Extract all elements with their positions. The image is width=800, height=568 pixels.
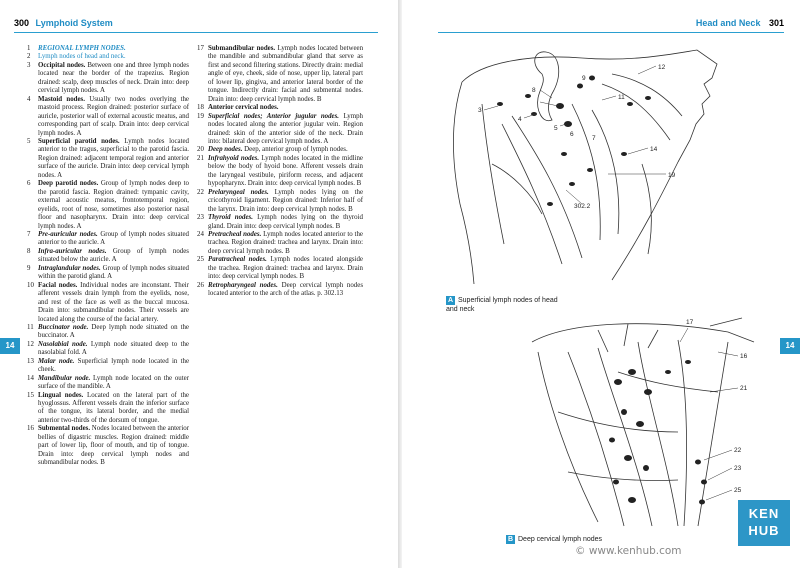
entry-text: Group of lymph nodes situated below the auricle. A bbox=[38, 247, 189, 264]
figure-a-label-5: 5 bbox=[554, 125, 558, 132]
entry-term: Buccinator node. bbox=[38, 323, 89, 331]
figure-a-label-14: 14 bbox=[650, 146, 658, 153]
chapter-thumb-tab-right: 14 bbox=[780, 338, 800, 354]
glossary-entry bbox=[197, 231, 363, 256]
entry-number: 5 bbox=[27, 137, 31, 145]
entry-number: 25 bbox=[197, 256, 204, 264]
left-section-title: Lymphoid System bbox=[35, 18, 113, 28]
figure-b-label-16: 16 bbox=[740, 353, 748, 360]
glossary-entry bbox=[197, 256, 363, 281]
figure-b-label-25: 25 bbox=[734, 487, 742, 494]
entry-number: 15 bbox=[27, 391, 34, 399]
entry-text: Lymph node situated deep to the nasolabial fold. A bbox=[38, 340, 189, 357]
entry-term: Lingual nodes. bbox=[38, 391, 84, 399]
entry-term: Mastoid nodes. bbox=[38, 95, 85, 103]
entry-text: Deep cervical lymph nodes located anterior to the arch of the atlas. p. 302.13 bbox=[208, 281, 363, 298]
entry-text: Deep lymph node situated on the buccinator. A bbox=[38, 323, 189, 340]
right-page-number: 301 bbox=[768, 18, 784, 28]
entry-term: REGIONAL LYMPH NODES. bbox=[38, 45, 126, 52]
glossary-entry bbox=[197, 104, 363, 112]
entry-number: 11 bbox=[27, 323, 34, 331]
figure-a-label-3: 3 bbox=[478, 107, 482, 114]
entry-number: 13 bbox=[27, 357, 34, 365]
glossary-entry bbox=[197, 189, 363, 214]
entry-number: 20 bbox=[197, 146, 204, 154]
entry-term: Thyroid nodes. bbox=[208, 214, 253, 222]
entry-number: 2 bbox=[27, 53, 31, 61]
glossary-entry bbox=[27, 265, 189, 282]
entry-term: Lymph nodes of head and neck. bbox=[38, 53, 126, 61]
glossary-entry bbox=[27, 375, 189, 392]
entry-text: Lymph nodes located alongside the trachea. Region drained: trachea and larynx. Drain into: deep cervical lymph nodes. B bbox=[208, 256, 363, 281]
glossary-entry bbox=[27, 425, 189, 467]
entry-term: Infra-auricular nodes. bbox=[38, 247, 107, 255]
figure-b-label-23: 23 bbox=[734, 465, 742, 472]
entry-number: 9 bbox=[27, 264, 31, 272]
glossary-entry bbox=[197, 45, 363, 104]
right-page-header bbox=[438, 18, 784, 33]
entry-term: Superficial parotid nodes. bbox=[38, 137, 120, 145]
figure-a-label-302-2: 302.2 bbox=[574, 203, 591, 210]
glossary-entry bbox=[27, 62, 189, 96]
entry-text: Deep, anterior group of lymph nodes. bbox=[242, 146, 348, 154]
figure-b-tag: B bbox=[507, 536, 514, 543]
figure-b-illustration bbox=[528, 312, 760, 534]
copyright-credit[interactable]: © www.kenhub.com bbox=[575, 545, 682, 557]
glossary-entry bbox=[197, 155, 363, 189]
figure-b-label-22: 22 bbox=[734, 447, 742, 454]
entry-term: Prelaryngeal nodes. bbox=[208, 188, 269, 196]
glossary-entry bbox=[27, 358, 189, 375]
entry-number: 10 bbox=[27, 281, 34, 289]
entry-number: 14 bbox=[27, 374, 34, 382]
entry-number: 17 bbox=[197, 45, 204, 52]
kenhub-logo-line1: KEN bbox=[748, 506, 780, 521]
entry-term: Deep parotid nodes. bbox=[38, 180, 99, 188]
entry-number: 19 bbox=[197, 112, 204, 120]
figure-a-label-12: 12 bbox=[658, 64, 666, 71]
entry-number: 7 bbox=[27, 230, 31, 238]
entry-number: 18 bbox=[197, 104, 204, 112]
entry-term: Nasolabial node. bbox=[38, 340, 88, 348]
figure-a-label-6: 6 bbox=[570, 131, 574, 138]
glossary-entry bbox=[27, 248, 189, 265]
figure-a-tag: A bbox=[447, 297, 454, 304]
entry-term: Superficial nodes; Anterior jugular nodes. bbox=[208, 112, 340, 120]
entry-text: Lymph nodes lying on the cricothyroid ligament. Region drained: Inferior half of the larynx. Drain into: deep cervical lymph nodes. B bbox=[208, 188, 363, 213]
glossary-entry bbox=[27, 282, 189, 324]
entry-text: Lymph nodes lying on the thyroid gland. Drain into: deep cervical lymph nodes. B bbox=[208, 214, 363, 230]
text-column-1 bbox=[27, 45, 189, 468]
entry-text: Group of lymph nodes deep to the parotid fascia. Region drained: tympanic cavity, external acoustic meatus, frontotemporal region, eyelids, root of nose, sometimes also posterior nasal floor and nasopharynx. Drain into: deep cervical lymph nodes. A bbox=[38, 180, 189, 230]
text-column-2 bbox=[197, 45, 363, 299]
glossary-entry bbox=[197, 113, 363, 147]
glossary-entry bbox=[27, 231, 189, 248]
chapter-thumb-tab-left: 14 bbox=[0, 338, 20, 354]
entry-text: Group of lymph nodes situated within the parotid gland. A bbox=[38, 264, 189, 281]
figure-a-label-11: 11 bbox=[618, 94, 625, 101]
glossary-entry bbox=[27, 392, 189, 426]
entry-text: Group of lymph nodes situated anterior to the auricle. A bbox=[38, 230, 189, 247]
left-page-number: 300 bbox=[14, 18, 30, 28]
left-page bbox=[0, 0, 398, 568]
figure-a-label-7: 7 bbox=[592, 135, 596, 142]
entry-text: Individual nodes are inconstant. Their afferent vessels drain lymph from the eyelids, nose, and rest of the face as well as the buccal mucosa. Drain into: submandibular nodes. Their vessels are located along the course of the facial artery. bbox=[38, 281, 189, 323]
figure-b-caption-text: Deep cervical lymph nodes bbox=[518, 536, 603, 543]
entry-term: Pre-auricular nodes. bbox=[38, 230, 98, 238]
figure-a-illustration bbox=[442, 44, 742, 294]
figure-a-label-9: 9 bbox=[582, 75, 586, 82]
left-page-header bbox=[14, 18, 378, 33]
entry-number: 16 bbox=[27, 425, 34, 433]
entry-term: Mandibular node. bbox=[38, 374, 91, 382]
figure-a-caption-text: Superficial lymph nodes of head and neck bbox=[446, 297, 558, 313]
figure-a-label-8: 8 bbox=[532, 87, 536, 94]
entry-number: 1 bbox=[27, 45, 31, 52]
kenhub-logo-line2: HUB bbox=[748, 523, 780, 538]
entry-term: Submental nodes. bbox=[38, 425, 91, 433]
entry-text: Lymph node located on the outer surface of the mandible. A bbox=[38, 374, 189, 391]
entry-text: Located on the lateral part of the hyoglossus. Afferent vessels drain the inferior surface of the tongue, its lateral border, and the medial anterior two-thirds of the dorsum of tongue. bbox=[38, 391, 189, 424]
kenhub-logo[interactable] bbox=[738, 500, 790, 546]
glossary-entry bbox=[27, 138, 189, 180]
entry-text: Lymph nodes located between the mandible and submandibular gland that serve as first and second filtering stations. Directly drain: medial angle of eye, cheek, side of nose, upper lip, lateral part of lower lip, gingiva, and anterior lateral border of the tongue. Indirectly drain: facial and submental nodes. Drain into: deep cervical lymph nodes. B bbox=[208, 45, 364, 103]
entry-number: 24 bbox=[197, 230, 204, 238]
entry-text: Lymph nodes located anterior to the trachea. Region drained: trachea and larynx. Drain into: deep cervical lymph nodes. B bbox=[208, 230, 363, 255]
figure-b-caption bbox=[506, 535, 646, 544]
entry-text: Usually two nodes overlying the mastoid process. Region drained: posterior surface of auricle, posterior wall of external acoustic meatus, and corresponding part of scalp. Drain into: deep cervical lymph nodes. A bbox=[38, 95, 189, 137]
glossary-entry bbox=[27, 45, 189, 53]
entry-term: Paratracheal nodes. bbox=[208, 256, 267, 264]
entry-term: Submandibular nodes. bbox=[208, 45, 276, 52]
entry-number: 12 bbox=[27, 340, 34, 348]
figure-a-label-4: 4 bbox=[518, 116, 522, 123]
entry-term: Occipital nodes. bbox=[38, 61, 86, 69]
entry-term: Malar node. bbox=[38, 357, 75, 365]
glossary-entry bbox=[27, 53, 189, 61]
glossary-entry bbox=[27, 324, 189, 341]
entry-number: 3 bbox=[27, 61, 31, 69]
glossary-entry bbox=[197, 214, 363, 231]
entry-term: Pretracheal nodes. bbox=[208, 230, 262, 238]
glossary-entry bbox=[27, 96, 189, 138]
entry-text: Nodes located between the anterior bellies of digastric muscles. Region drained: middle part of lower lip, floor of mouth, and tip of tongue. Drain into: deep cervical lymph nodes and submandibular nodes. B bbox=[38, 425, 189, 467]
entry-number: 4 bbox=[27, 95, 31, 103]
glossary-entry bbox=[197, 146, 363, 154]
figure-a-label-19: 19 bbox=[668, 172, 676, 179]
entry-term: Anterior cervical nodes. bbox=[208, 104, 279, 112]
entry-term: Infrahyoid nodes. bbox=[208, 154, 260, 162]
entry-text: Between one and three lymph nodes located near the border of the trapezius. Region drained: scalp, deep muscles of neck. Drain into: deep cervical lymph nodes. A bbox=[38, 61, 189, 95]
right-section-title: Head and Neck bbox=[695, 18, 761, 28]
entry-number: 8 bbox=[27, 247, 31, 255]
entry-number: 26 bbox=[197, 281, 204, 289]
entry-text: Lymph nodes located along the anterior jugular vein. Region drained: skin of the anterior side of the neck. Drain into: bilateral deep cervical lymph nodes. A bbox=[208, 112, 363, 145]
entry-term: Facial nodes. bbox=[38, 281, 78, 289]
entry-text: Lymph nodes located anterior to the tragus, superficial to the parotid fascia. Region drained: adjacent temporal region and anterior surface of the auricle. Drain into: deep cervical lymph nodes. A bbox=[38, 137, 189, 179]
glossary-entry bbox=[197, 282, 363, 299]
entry-text: Lymph nodes located in the midline below the body of hyoid bone. Afferent vessels drain the laryngeal vestibule, piriform recess, and adjacent hypopharynx. Drain into: deep cervical lymph nodes. B bbox=[208, 154, 363, 188]
entry-number: 21 bbox=[197, 154, 204, 162]
entry-number: 22 bbox=[197, 188, 204, 196]
entry-text: Superficial lymph node located in the cheek. bbox=[38, 357, 189, 374]
entry-term: Intraglandular nodes. bbox=[38, 264, 101, 272]
entry-term: Deep nodes. bbox=[208, 146, 243, 154]
glossary-entry bbox=[27, 180, 189, 231]
figure-b-label-21: 21 bbox=[740, 385, 748, 392]
figure-b-label-17: 17 bbox=[686, 319, 694, 326]
glossary-entry bbox=[27, 341, 189, 358]
entry-term: Retropharyngeal nodes. bbox=[208, 281, 278, 289]
entry-number: 23 bbox=[197, 214, 204, 222]
entry-number: 6 bbox=[27, 180, 31, 188]
